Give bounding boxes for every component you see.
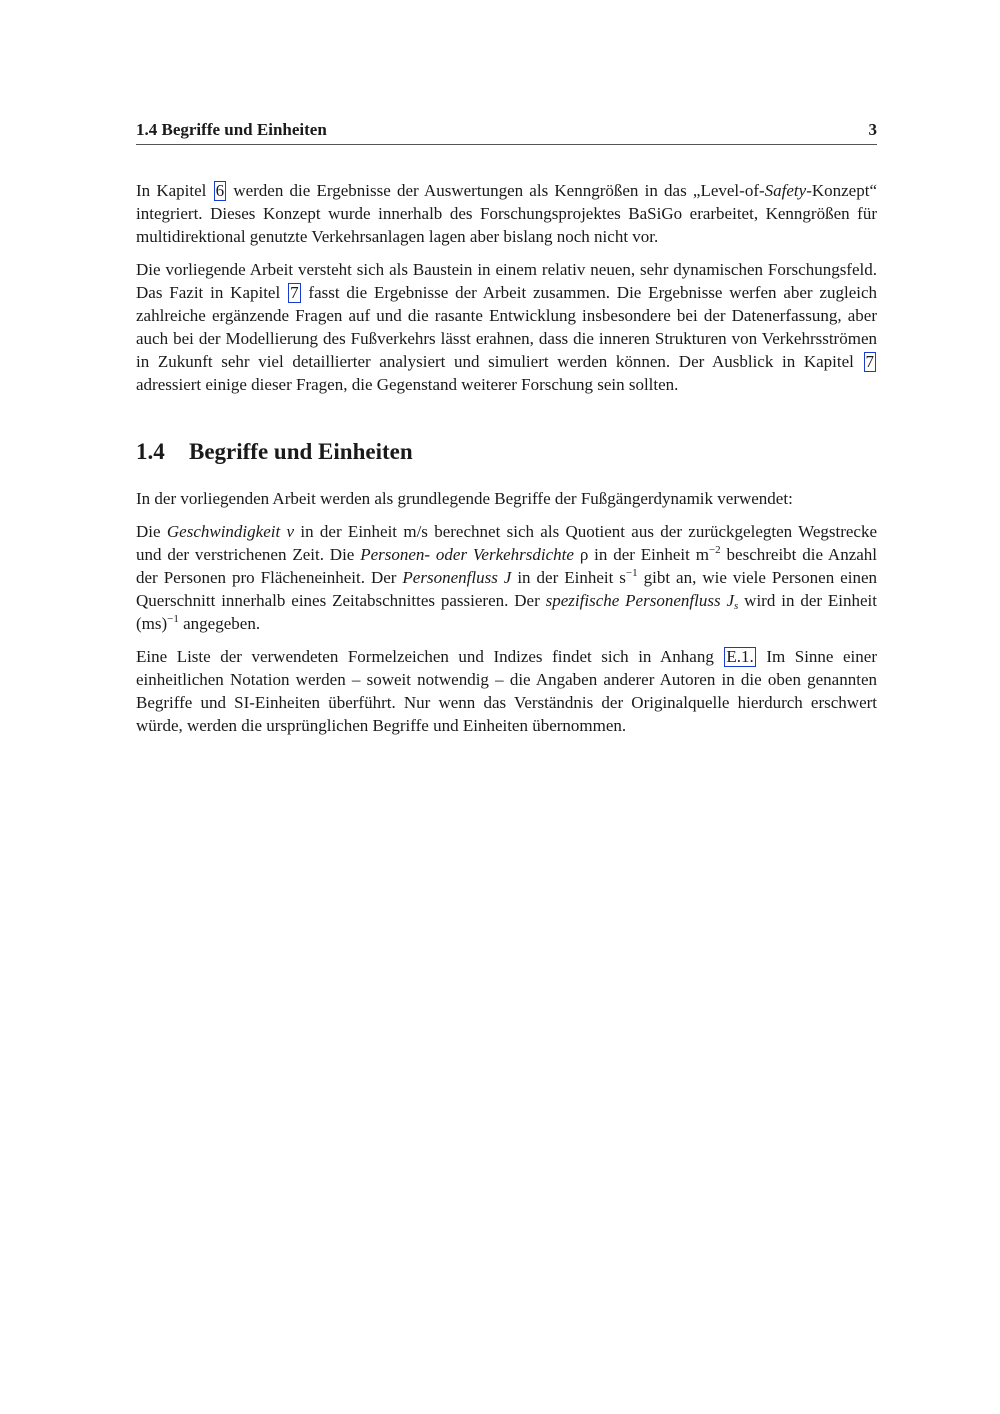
exponent: −1 [167,613,179,625]
section-title: Begriffe und Einheiten [189,439,413,464]
running-header [136,118,877,145]
text-span: in der Einheit m [594,545,709,564]
section-heading [136,437,877,467]
chapter-ref-link[interactable]: 6 [215,181,225,200]
section-number: 1.4 [136,439,165,464]
term-density: Personen- oder Verkehrsdichte [360,545,574,564]
subscript-s: s [734,600,739,612]
text-span: Die [136,522,161,541]
text-span: angegeben. [183,614,261,633]
text-span: Eine Liste der verwendeten Formelzeichen und Indizes findet sich in Anhang [136,647,714,666]
text-span: beschreibt die Anzahl der Personen pro Flächeneinheit. Der [136,545,878,587]
chapter-ref-link[interactable]: 7 [290,283,299,302]
paragraph-intro: In der vorliegenden Arbeit werden als grundlegende Begriffe der Fußgängerdynamik verwendet: [136,489,793,508]
italic-term: Safety [764,181,807,200]
text-span: fasst die Ergebnisse der Arbeit zusammen. Die Ergebnisse werfen aber zugleich zahlreiche ergänzende Fragen auf und die rasante Entwicklung insbesondere bei der Datenerfassung, aber auch bei der Modellierung des Fußverkehrs lässt erahnen, dass die inneren Strukturen von Verkehrsströmen in Zukunft sehr viel detaillierter analysiert und simuliert werden können. Der Ausblick in Kapitel [136,283,878,371]
term-velocity: Geschwindigkeit v [166,522,295,541]
term-flow: Personenfluss J [402,568,512,587]
header-section-title: 1.4 Begriffe und Einheiten [136,120,327,139]
text-span: -Konzept“ integriert. Dieses Konzept wurde innerhalb des Forschungsprojektes BaSiGo erarbeitet, Kenngrößen für multidirektional genutzte Verkehrsanlagen lagen aber bislang noch nicht vor. [136,181,877,246]
text-span: Die vorliegende Arbeit versteht sich als Baustein in einem relativ neuen, sehr dynamischen Forschungsfeld. Das Fazit in Kapitel [136,260,877,302]
paragraph-fazit [136,258,877,396]
symbol-rho: ρ [579,545,589,564]
document-page [136,118,877,737]
text-span: In Kapitel [136,181,207,200]
paragraph-notation [136,645,877,737]
text-span: werden die Ergebnisse der Auswertungen als Kenngrößen in das „Level-of- [233,181,765,200]
text-span: Im Sinne einer einheitlichen Notation werden – soweit notwendig – die Angaben anderer Autoren in die oben genannten Begriffe und SI-Einheiten überführt. Nur wenn das Verständnis der Originalquelle hierdurch erschwert würde, werden die ursprünglichen Begriffe und Einheiten übernommen. [136,647,877,735]
term-specific-flow: spezifische Personenfluss [545,591,721,610]
paragraph-level-of-safety [136,179,877,248]
text-span: in der Einheit m/s berechnet sich als Quotient aus der zurückgelegten Wegstrecke und der verstrichenen Zeit. Die [136,522,878,564]
text-span: in der Einheit s [517,568,626,587]
paragraph-definitions [136,520,877,635]
chapter-ref-link[interactable]: 7 [865,352,875,371]
appendix-ref-link[interactable]: E.1. [726,647,754,666]
exponent: −2 [708,544,721,556]
text-span: gibt an, wie viele Personen einen Querschnitt innerhalb eines Zeitabschnittes passieren. Der [136,568,877,610]
exponent: −1 [625,567,638,579]
text-span: wird in der Einheit (ms) [136,591,878,633]
symbol-j: J [726,591,734,610]
page-number: 3 [868,120,877,139]
text-span: adressiert einige dieser Fragen, die Gegenstand weiterer Forschung sein sollten. [136,375,679,394]
